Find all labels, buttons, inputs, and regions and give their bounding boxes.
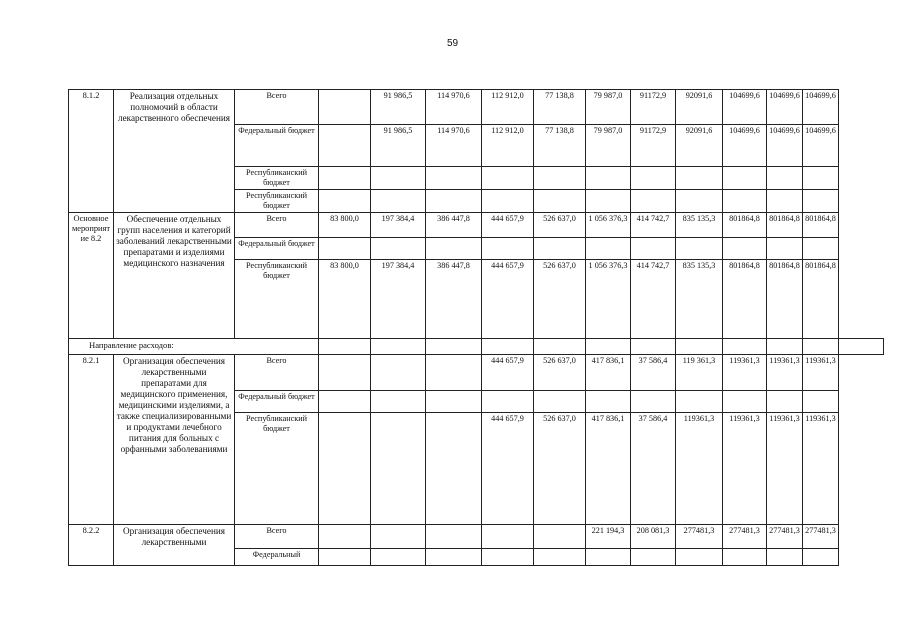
value-cell [319,190,371,213]
value-cell [319,167,371,190]
value-cell [482,391,534,413]
value-cell: 277481,3 [676,525,723,549]
value-cell [676,549,723,566]
value-cell [676,391,723,413]
value-cell: 91 986,5 [371,90,426,125]
value-cell: 119361,3 [803,355,839,391]
value-cell [319,391,371,413]
value-cell: 104699,6 [723,125,767,167]
row-code: 8.1.2 [69,90,114,213]
value-cell: 92091,6 [676,125,723,167]
value-cell [723,391,767,413]
value-cell [482,549,534,566]
value-cell: 119 361,3 [676,355,723,391]
value-cell: 91172,9 [631,90,676,125]
value-cell: 801864,8 [767,260,803,339]
value-cell: 526 637,0 [534,260,586,339]
value-cell [319,549,371,566]
row-name: Организация обеспечения лекарственными препаратами для медицинского применения, медицинскими изделиями, а также специализированными и продуктами лечебного питания для больных с орфанными заболеваниями [114,355,235,525]
value-cell [371,549,426,566]
page-number: 59 [446,38,459,49]
funding-source: Республиканский бюджет [235,260,319,339]
value-cell [631,339,676,355]
value-cell: 526 637,0 [534,355,586,391]
value-cell: 77 138,8 [534,90,586,125]
value-cell [482,525,534,549]
value-cell [371,190,426,213]
value-cell [426,525,482,549]
value-cell [319,355,371,391]
table-row [69,339,884,355]
value-cell [803,190,839,213]
value-cell [426,355,482,391]
value-cell [534,167,586,190]
value-cell: 112 912,0 [482,90,534,125]
value-cell: 444 657,9 [482,413,534,525]
funding-source: Федеральный бюджет [235,238,319,260]
value-cell [631,549,676,566]
value-cell [767,167,803,190]
value-cell: 114 970,6 [426,90,482,125]
value-cell [534,339,586,355]
table-row [69,90,884,125]
value-cell: 417 836,1 [586,413,631,525]
funding-source: Всего [235,213,319,238]
funding-source: Республиканский бюджет [235,167,319,190]
value-cell [631,167,676,190]
value-cell [586,549,631,566]
value-cell [676,238,723,260]
value-cell: 37 586,4 [631,355,676,391]
value-cell [534,190,586,213]
value-cell [631,238,676,260]
value-cell: 79 987,0 [586,90,631,125]
value-cell: 104699,6 [767,90,803,125]
funding-source: Всего [235,90,319,125]
value-cell [723,167,767,190]
value-cell [803,549,839,566]
value-cell [586,167,631,190]
value-cell: 1 056 376,3 [586,260,631,339]
direction-label: Направление расходов: [69,339,319,355]
value-cell: 104699,6 [803,90,839,125]
value-cell: 114 970,6 [426,125,482,167]
value-cell [534,391,586,413]
value-cell [482,339,534,355]
value-cell: 197 384,4 [371,260,426,339]
value-cell [426,339,482,355]
value-cell [426,167,482,190]
value-cell: 801864,8 [723,213,767,238]
value-cell [319,238,371,260]
value-cell [803,238,839,260]
value-cell [803,167,839,190]
value-cell [631,190,676,213]
value-cell [767,339,803,355]
value-cell [319,525,371,549]
value-cell: 801864,8 [767,213,803,238]
value-cell [426,549,482,566]
value-cell: 119361,3 [723,413,767,525]
value-cell [426,238,482,260]
value-cell: 83 800,0 [319,260,371,339]
value-cell: 386 447,8 [426,213,482,238]
row-name: Реализация отдельных полномочий в области лекарственного обеспечения [114,90,235,213]
value-cell [803,391,839,413]
value-cell [371,525,426,549]
value-cell [371,167,426,190]
value-cell: 801864,8 [803,213,839,238]
value-cell: 417 836,1 [586,355,631,391]
value-cell [767,190,803,213]
value-cell [371,413,426,525]
value-cell: 104699,6 [803,125,839,167]
value-cell: 91 986,5 [371,125,426,167]
budget-table [68,89,884,566]
value-cell: 91172,9 [631,125,676,167]
value-cell [371,339,426,355]
value-cell [371,238,426,260]
value-cell [839,339,884,355]
value-cell [426,391,482,413]
funding-source: Федеральный бюджет [235,125,319,167]
funding-source: Республиканский бюджет [235,190,319,213]
value-cell [723,238,767,260]
value-cell: 444 657,9 [482,355,534,391]
value-cell [319,90,371,125]
value-cell: 119361,3 [767,355,803,391]
value-cell: 119361,3 [767,413,803,525]
value-cell [676,339,723,355]
value-cell: 386 447,8 [426,260,482,339]
value-cell [767,391,803,413]
value-cell [586,339,631,355]
row-code: 8.2.2 [69,525,114,566]
table-row [69,355,884,391]
value-cell [319,413,371,525]
value-cell [723,339,767,355]
value-cell [426,190,482,213]
value-cell [371,391,426,413]
value-cell: 444 657,9 [482,260,534,339]
value-cell: 83 800,0 [319,213,371,238]
value-cell [676,190,723,213]
value-cell [586,391,631,413]
value-cell: 526 637,0 [534,413,586,525]
value-cell [723,549,767,566]
value-cell: 119361,3 [723,355,767,391]
value-cell [723,190,767,213]
funding-source: Федеральный [235,549,319,566]
value-cell: 79 987,0 [586,125,631,167]
value-cell [482,167,534,190]
value-cell [767,549,803,566]
value-cell [803,339,839,355]
value-cell: 801864,8 [723,260,767,339]
value-cell [586,238,631,260]
value-cell [767,238,803,260]
value-cell [482,190,534,213]
value-cell: 444 657,9 [482,213,534,238]
row-code: Основное мероприятие 8.2 [69,213,114,339]
row-name: Организация обеспечения лекарственными [114,525,235,566]
value-cell: 77 138,8 [534,125,586,167]
value-cell: 37 586,4 [631,413,676,525]
value-cell: 835 135,3 [676,260,723,339]
value-cell [319,339,371,355]
value-cell: 277481,3 [723,525,767,549]
value-cell [676,167,723,190]
value-cell [426,413,482,525]
value-cell: 92091,6 [676,90,723,125]
row-name: Обеспечение отдельных групп населения и категорий заболеваний лекарственными препаратами и изделиями медицинского назначения [114,213,235,339]
table-row [69,213,884,238]
value-cell: 414 742,7 [631,213,676,238]
row-code: 8.2.1 [69,355,114,525]
value-cell: 414 742,7 [631,260,676,339]
funding-source: Федеральный бюджет [235,391,319,413]
funding-source: Всего [235,525,319,549]
value-cell: 1 056 376,3 [586,213,631,238]
value-cell [482,238,534,260]
value-cell: 221 194,3 [586,525,631,549]
value-cell: 277481,3 [767,525,803,549]
value-cell [371,355,426,391]
value-cell: 104699,6 [723,90,767,125]
value-cell: 835 135,3 [676,213,723,238]
value-cell: 526 637,0 [534,213,586,238]
funding-source: Всего [235,355,319,391]
value-cell [534,525,586,549]
value-cell: 104699,6 [767,125,803,167]
value-cell [534,549,586,566]
value-cell: 197 384,4 [371,213,426,238]
value-cell [631,391,676,413]
table-row [69,525,884,549]
funding-source: Республиканский бюджет [235,413,319,525]
value-cell [319,125,371,167]
value-cell: 801864,8 [803,260,839,339]
value-cell: 277481,3 [803,525,839,549]
value-cell: 119361,3 [803,413,839,525]
value-cell: 112 912,0 [482,125,534,167]
value-cell: 119361,3 [676,413,723,525]
value-cell [534,238,586,260]
value-cell [586,190,631,213]
value-cell: 208 081,3 [631,525,676,549]
